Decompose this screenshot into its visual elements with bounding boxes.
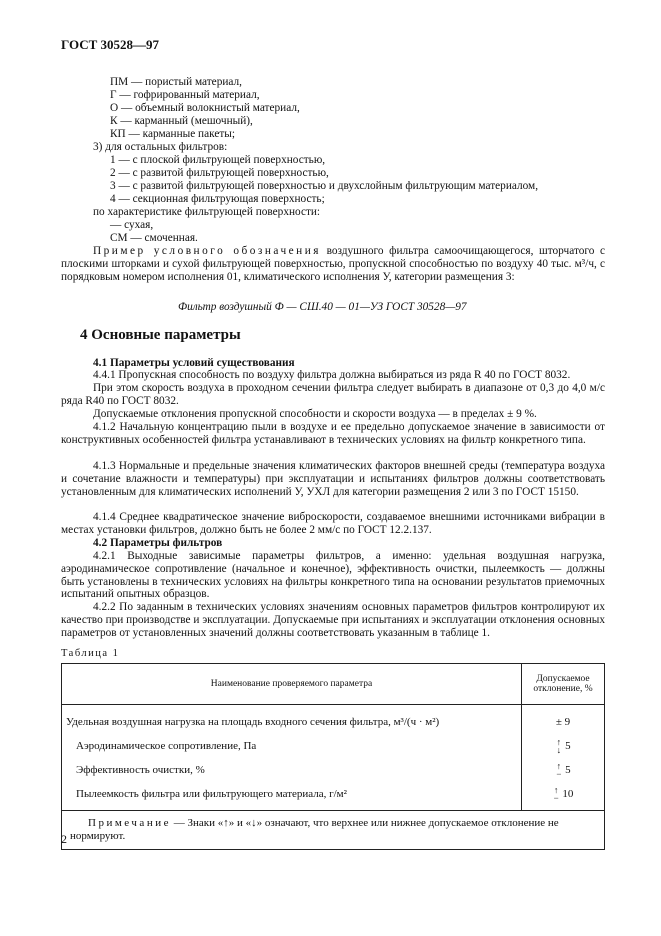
col-header-deviation: Допускаемое отклонение, % <box>522 664 605 705</box>
deviation-values-cell <box>522 705 605 811</box>
note-label: Примечание <box>88 817 171 829</box>
plus-minus-sign: ± <box>555 716 562 728</box>
paragraph-4-1-2: 4.1.2 Начальную концентрацию пыли в воздухе и ее предельно допускаемое значение в зависимости от конструктивных особенностей фильтра устанавливают в технических условиях на фильтр конкретного типа. <box>61 421 605 446</box>
table-body-row <box>62 705 605 811</box>
document-header: ГОСТ 30528—97 <box>61 37 160 52</box>
table-caption: Таблица 1 <box>61 648 120 659</box>
table-note <box>62 811 605 850</box>
list-item: 2 — с развитой фильтрующей поверхностью, <box>110 167 329 179</box>
paragraph-4-1-4: 4.1.4 Среднее квадратическое значение виброскорости, создаваемое внешними источниками вибрации в местах установки фильтров, должно быть не более 2 мм/с по ГОСТ 12.2.137. <box>61 511 605 536</box>
surface-intro: по характеристике фильтрующей поверхности: <box>93 206 321 218</box>
deviation-value: ↑− 10 <box>553 785 574 804</box>
paragraph-4-1-1c: Допускаемые отклонения пропускной способности и скорости воздуха — в пределах ± 9 %. <box>93 408 537 420</box>
list-item: О — объемный волокнистый материал, <box>110 102 300 114</box>
list-item: К — карманный (мешочный), <box>110 115 253 127</box>
example-text: воздушного фильтра самоочищающегося, шторчатого с плоскими шторками и сухой фильтрующей поверхностью, пропускной способностью по воздуху 40 тыс. м³/ч, с порядковым номером исполнения 01, климатического исполнения У, категории размещения 3: <box>61 245 606 283</box>
up-arrow-icon: ↑− <box>556 761 562 780</box>
example-formula: Фильтр воздушный Ф — СШ.40 — 01—УЗ ГОСТ 30528—97 <box>178 301 467 313</box>
list-item: ПМ — пористый материал, <box>110 76 242 88</box>
list-item: СМ — смоченная. <box>110 232 198 244</box>
section-4-title: 4 Основные параметры <box>80 327 241 343</box>
parameter-names-cell <box>62 705 522 811</box>
list-item: 4 — секционная фильтрующая поверхность; <box>110 193 325 205</box>
paragraph-4-1-3: 4.1.3 Нормальные и предельные значения климатических факторов внешней среды (температура воздуха и сочетание влажности и температуры) при эксплуатации и испытаниях фильтров должны соответствовать установленным для климатических исполнений У, УХЛ для категории размещения 2 или 3 по ГОСТ 15150. <box>61 460 605 498</box>
page-number: 2 <box>61 832 67 846</box>
list-item: Г — гофрированный материал, <box>110 89 260 101</box>
deviation-value: ± 9 <box>555 716 571 728</box>
paragraph-4-2-2: 4.2.2 По заданным в технических условиях значениям основных параметров фильтров контролируют их качество при производстве и эксплуатации. Допускаемые при испытаниях и эксплуатации отклонения основных параметров от установленных значений должны соответствовать указанным в таблице 1. <box>61 601 605 639</box>
table-header-row <box>62 664 605 705</box>
item3-intro: 3) для остальных фильтров: <box>93 141 228 153</box>
table-row: Удельная воздушная нагрузка на площадь входного сечения фильтра, м³/(ч · м²) <box>66 716 440 728</box>
up-down-arrows-icon: ↑↓ <box>556 737 562 756</box>
list-item: КП — карманные пакеты; <box>110 128 235 140</box>
parameters-table <box>61 663 605 850</box>
section-4-2-title: 4.2 Параметры фильтров <box>93 537 223 549</box>
deviation-value: ↑↓ 5 <box>556 737 571 756</box>
table-row: Пылеемкость фильтра или фильтрующего материала, г/м² <box>76 788 347 800</box>
list-item: 3 — с развитой фильтрующей поверхностью и двухслойным фильтрующим материалом, <box>110 180 539 192</box>
table-note-row <box>62 811 605 850</box>
section-4-1-title: 4.1 Параметры условий существования <box>93 357 295 369</box>
note-text: — Знаки «↑» и «↓» означают, что верхнее или нижнее допускаемое отклонение не нормируют. <box>70 817 559 842</box>
up-arrow-icon: ↑− <box>553 785 559 804</box>
paragraph-4-2-1: 4.2.1 Выходные зависимые параметры фильтров, а именно: удельная воздушная нагрузка, аэродинамическое сопротивление (начальное и конечное), эффективность очистки, пылеемкость — должны быть установлены в технических условиях на фильтры конкретного типа на основании результатов приемочных испытаний опытных образцов. <box>61 550 605 601</box>
example-paragraph <box>61 245 605 283</box>
deviation-value: ↑− 5 <box>556 761 571 780</box>
list-item: 1 — с плоской фильтрующей поверхностью, <box>110 154 326 166</box>
col-header-parameter: Наименование проверяемого параметра <box>62 664 522 705</box>
paragraph-4-1-1b: При этом скорость воздуха в проходном сечении фильтра следует выбирать в диапазоне от 0,3 до 4,0 м/с ряда R40 по ГОСТ 8032. <box>61 382 605 407</box>
table-row: Аэродинамическое сопротивление, Па <box>76 740 257 752</box>
list-item: — сухая, <box>110 219 154 231</box>
paragraph-4-1-1a: 4.4.1 Пропускная способность по воздуху фильтра должна выбираться из ряда R 40 по ГОСТ 8032. <box>93 369 571 381</box>
table-row: Эффективность очистки, % <box>76 764 205 776</box>
example-label: Пример условного обозначения <box>93 245 321 257</box>
